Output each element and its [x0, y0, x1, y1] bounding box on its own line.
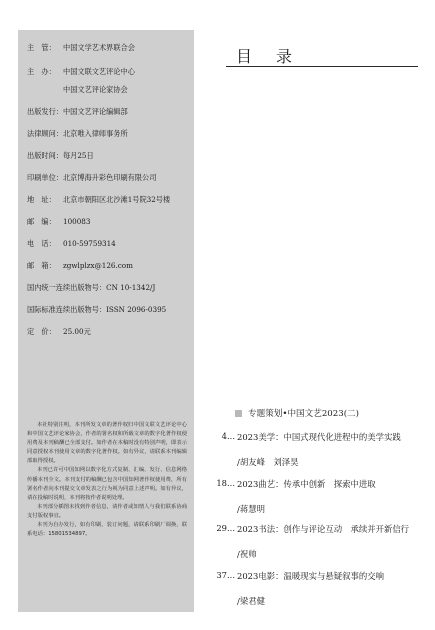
toc-entry-author: /蒋慧明: [237, 504, 265, 514]
colophon-row: [27, 108, 128, 116]
copyright-notice: [27, 421, 187, 539]
toc-entry-title: 2023美学：中国式现代化进程中的美学实践: [237, 432, 401, 442]
colophon-label: 主 办：: [27, 67, 56, 76]
toc-section-heading: [235, 407, 359, 419]
colophon-value: ISSN 2096-0395: [106, 305, 167, 314]
colophon-label: 国际标准连续出版物号：: [27, 305, 107, 314]
section-title: 专题策划•中国文艺2023(二): [248, 409, 359, 419]
toc-entry-author: /胡友峰 刘泽昊: [237, 457, 299, 467]
colophon-label: 国内统一连续出版物号：: [27, 283, 107, 292]
colophon-row: [27, 240, 116, 248]
colophon-label: 电 话：: [27, 239, 56, 248]
toc-entry-author: /祝帅: [237, 549, 257, 559]
colophon-row: [27, 44, 135, 52]
colophon-value: 010-59759314: [63, 239, 116, 248]
colophon-row: [27, 86, 128, 94]
toc-title-char: 录: [276, 47, 295, 66]
toc-title: [236, 44, 294, 67]
notice-paragraph: 本刊已许可中国知网以数字化方式复制、汇编、发行、信息网络传播本刊全文。本刊支付的稿酬已包含中国知网著作权使用费，所有署名作者向本刊提交文章发表之行为视为同意上述声明。如有异议，请在投稿时说明，本刊将按作者说明处理。: [27, 467, 187, 501]
colophon-label: 主 管：: [27, 43, 56, 52]
colophon-row: [27, 218, 90, 226]
toc-title-char: 目: [236, 47, 255, 66]
colophon-value: 北京市朝阳区北沙滩1号院32号楼: [63, 195, 171, 204]
toc-page-number: 37...: [216, 570, 235, 580]
toc-page-number: 4...: [221, 431, 235, 441]
notice-paragraph: 本刊部分插图未找到作者信息，请作者或知情人与我们联系协商支付版权事宜。: [27, 503, 187, 519]
toc-entry[interactable]: [190, 478, 422, 515]
notice-paragraph: 本社特别注明，本刊所发文章的著作权归中国文联文艺评论中心和中国文艺评论家协会，作者的署名权和所载文章的数字化著作权使用费及本刊稿酬已全部支付。如作者在本稿时没有特别声明，即表示同意授权本刊使用文章的数字化著作权。如有异议，请联系本刊编辑部取得授权。: [27, 422, 187, 465]
colophon-row: [27, 306, 166, 314]
colophon-row: [27, 284, 155, 292]
colophon-row: [27, 262, 133, 270]
colophon-value: zgwlplzx@126.com: [63, 261, 133, 270]
colophon-label: 邮 编：: [27, 217, 56, 226]
toc-entry-title: 2023曲艺：传承中创新 探索中进取: [237, 479, 376, 489]
square-bullet-icon: [235, 410, 242, 417]
colophon-row: [27, 152, 94, 160]
colophon-row: [27, 174, 156, 182]
toc-entry[interactable]: [190, 523, 422, 560]
colophon-row: [27, 196, 170, 204]
toc-page-number: 18...: [216, 478, 235, 488]
colophon-value: CN 10-1342/J: [106, 283, 156, 292]
colophon-row: [27, 130, 128, 138]
toc-entry-author: /梁君健: [237, 596, 265, 606]
colophon-value: 每月25日: [62, 151, 94, 160]
toc-page-number: 29...: [216, 523, 235, 533]
toc-entry[interactable]: [190, 570, 422, 607]
toc-entry-title: 2023电影：温暖现实与悬疑叙事的交响: [237, 571, 384, 581]
colophon-label: [27, 86, 63, 94]
colophon-value: 25.00元: [63, 327, 91, 336]
colophon-row: [27, 68, 135, 76]
toc-divider: [226, 66, 418, 67]
colophon-label: 定 价：: [27, 327, 56, 336]
colophon-label: 印刷单位：: [27, 173, 63, 182]
notice-paragraph: 本刊为自办发行，如有印刷、装订问题，请联系印刷厂调换，联系电话：15801534897。: [27, 522, 187, 538]
colophon-label: 地 址：: [27, 195, 56, 204]
colophon-panel: [18, 30, 194, 612]
colophon-label: 邮 箱：: [27, 261, 56, 270]
toc-entry[interactable]: [190, 431, 422, 468]
colophon-value: 北京博海升彩色印刷有限公司: [62, 173, 157, 182]
colophon-value: 中国文联文艺评论中心: [63, 67, 135, 76]
colophon-value: 中国文艺评论家协会: [63, 85, 128, 94]
colophon-value: 100083: [63, 217, 91, 226]
colophon-label: 出版发行：: [27, 107, 63, 116]
colophon-row: [27, 328, 91, 336]
toc-entry-title: 2023书法：创作与评论互动 承续并开新信行: [237, 524, 410, 534]
colophon-label: 法律顾问：: [27, 129, 63, 138]
colophon-value: 中国文艺评论编辑部: [62, 107, 128, 116]
colophon-value: 中国文学艺术界联合会: [63, 43, 135, 52]
colophon-value: 北京唯入律师事务所: [62, 129, 128, 138]
colophon-label: 出版时间：: [27, 151, 63, 160]
